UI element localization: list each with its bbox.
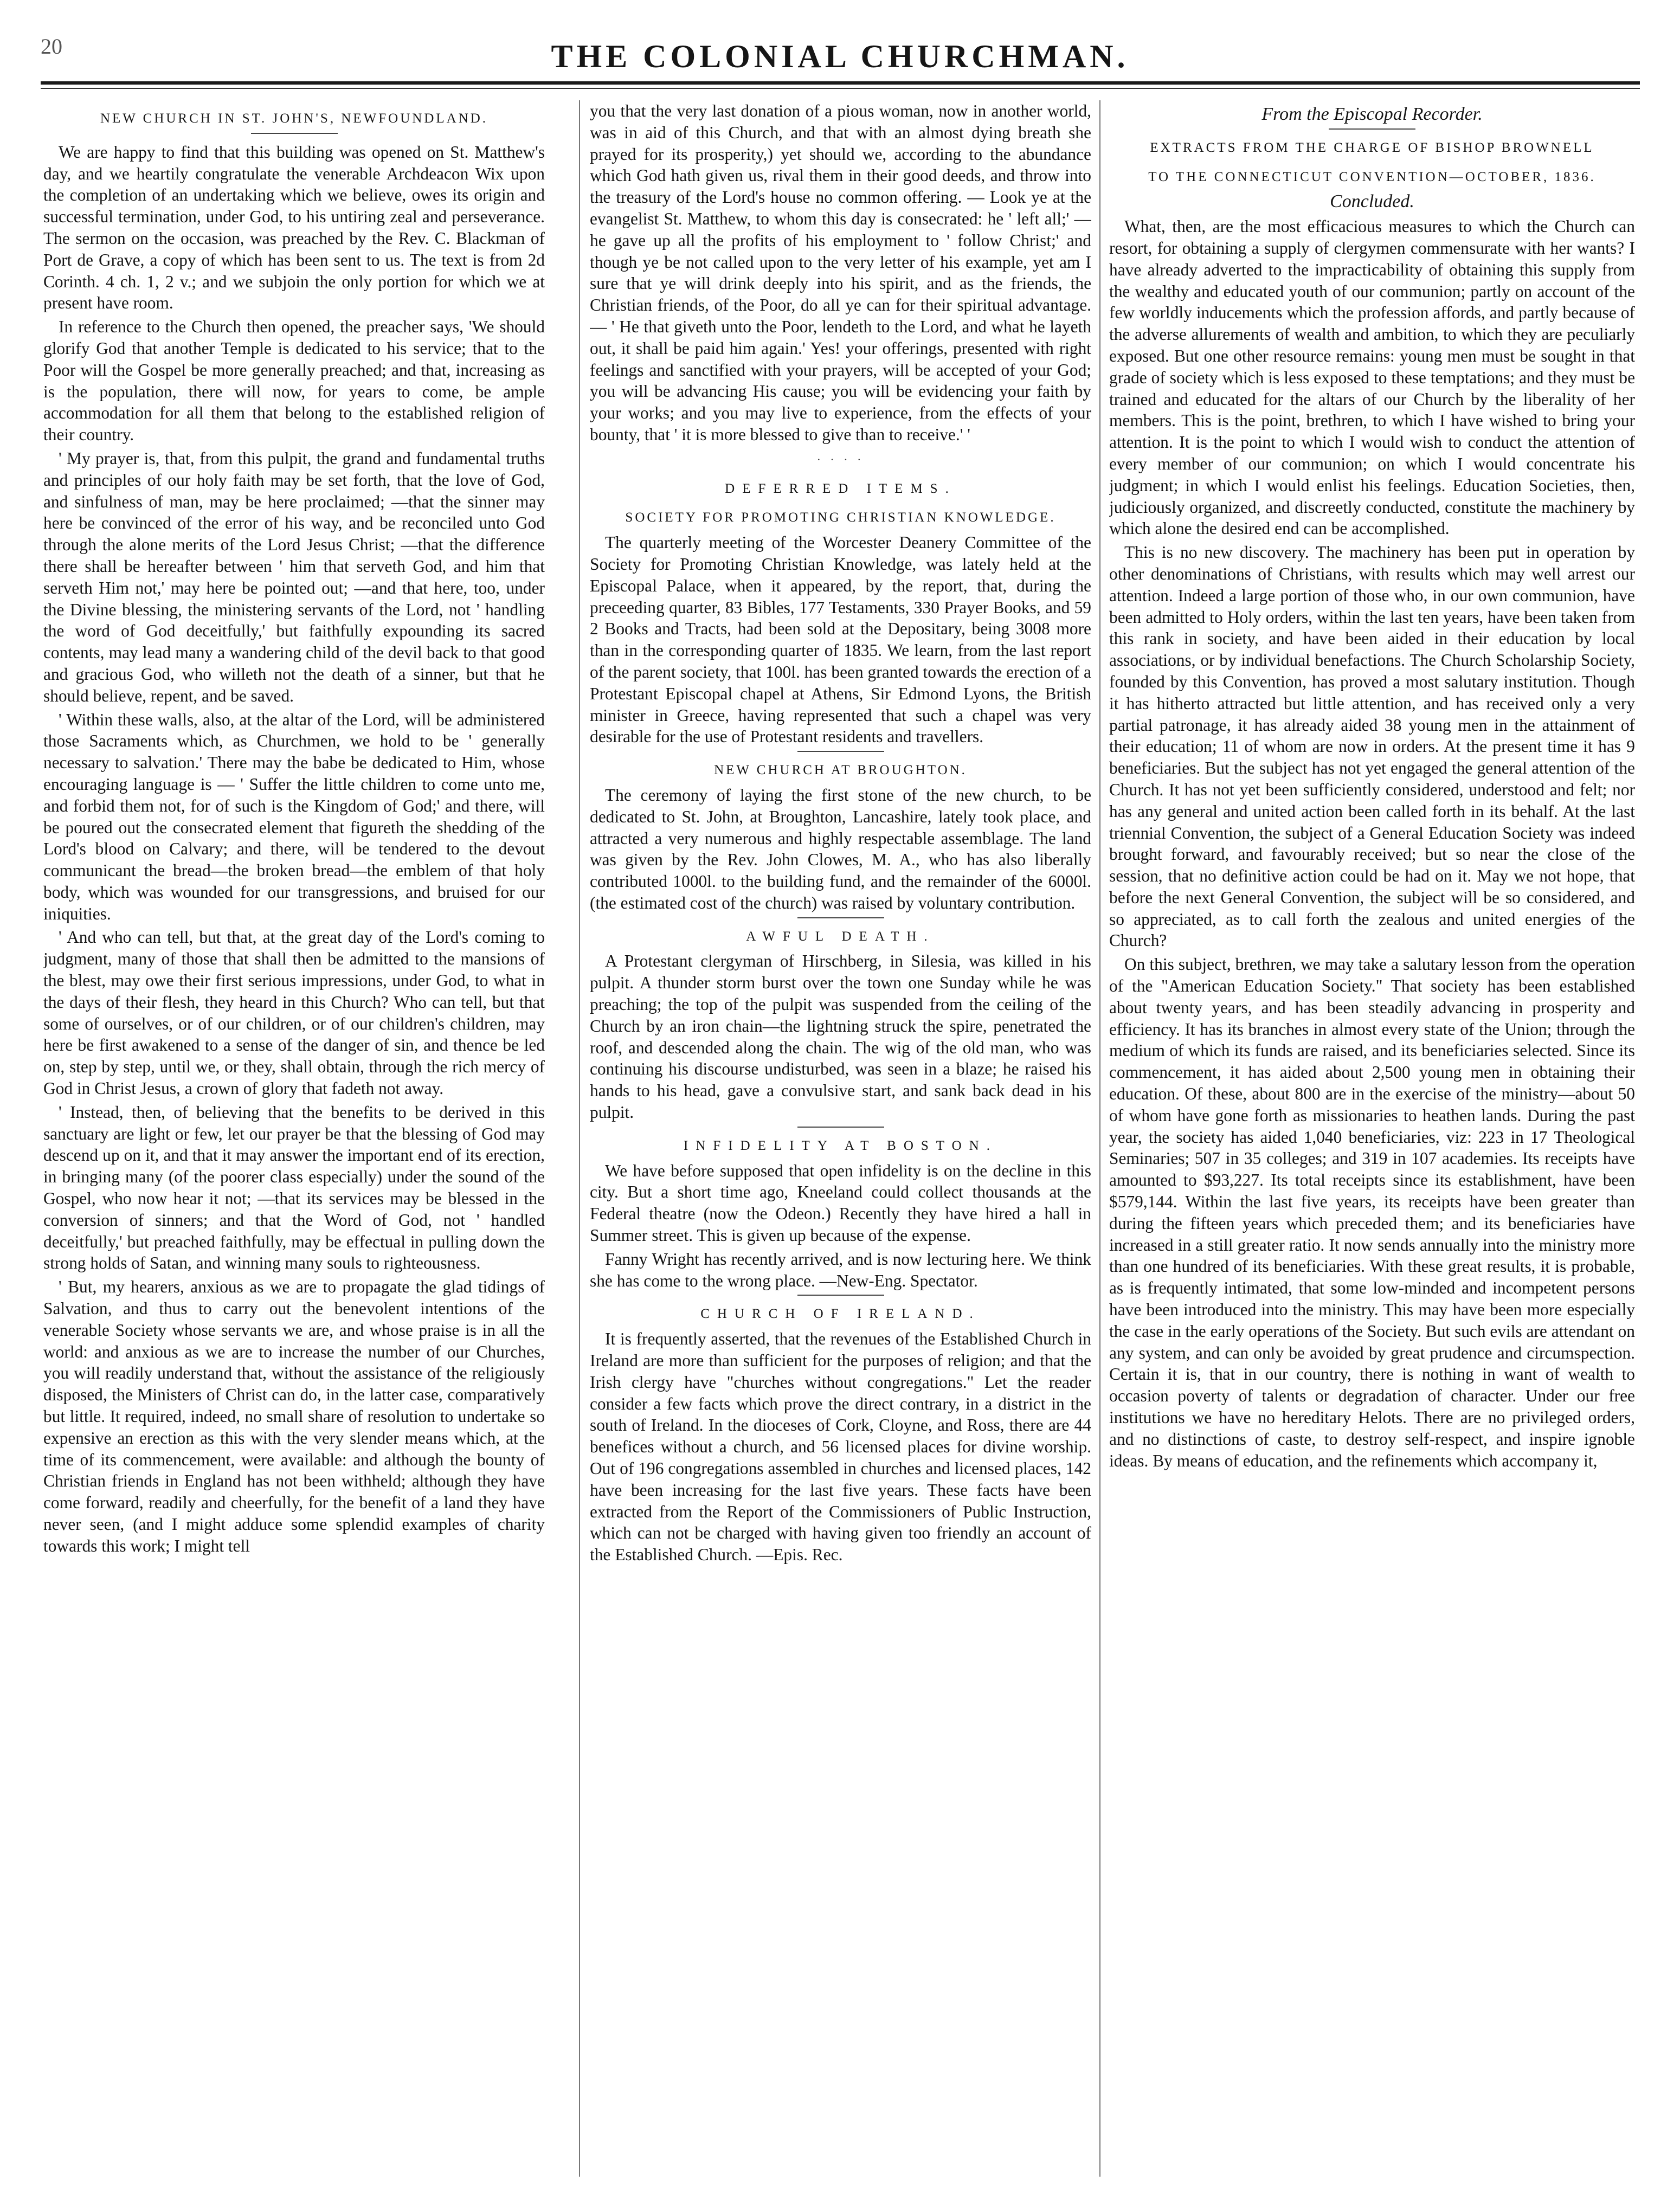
article-heading: NEW CHURCH AT BROUGHTON. <box>714 763 967 778</box>
source-line: From the Episcopal Recorder. <box>1261 104 1483 124</box>
article-paragraph: What, then, are the most efficacious measures to which the Church can resort, for obtaining a supply of clergymen commensurate with her wants? I have already adverted to the impracticability of obtaining this supply from the wealthy and educated youth of our communion; partly on account of the few worldly inducements which the profession affords, and partly because of the adverse allurements of wealth and ambition, to which they are peculiarly exposed. But one other resource remains: young men must be sought in that grade of society which is less exposed to these temptations; and they must be trained and educated for the altars of our Church by the liberality of her members. This is the point, brethren, to which I have wished to bring your attention. It is the point to which I would wish to conduct the attention of every member of our communion; on which I would concentrate his judgment; in which I would enlist his feelings. Education Societies, then, judiciously organized, and discreetly conducted, constitute the machinery by which alone the desired end can be accomplished. <box>1109 217 1635 538</box>
column-3 <box>1109 100 1635 2171</box>
separator <box>797 917 884 918</box>
separator <box>797 1295 884 1296</box>
column-divider <box>579 100 580 2177</box>
article-subheading: TO THE CONNECTICUT CONVENTION—OCTOBER, 1836. <box>1148 169 1596 184</box>
article-paragraph: Fanny Wright has recently arrived, and is now lecturing here. We think she has come to the wrong place. —New-Eng. Spectator. <box>590 1249 1091 1290</box>
separator: · · · · <box>816 452 865 466</box>
article-heading: SOCIETY FOR PROMOTING CHRISTIAN KNOWLEDGE. <box>625 510 1056 525</box>
article-heading: CHURCH OF IRELAND. <box>700 1307 981 1322</box>
article-paragraph: ' Instead, then, of believing that the benefits to be derived in this sanctuary are light or few, let our prayer be that the blessing of God may descend up on it, and that it may answer the important end of its erection, in bringing many (of the poorer class especially) under the sound of the Gospel, who now hear it not; —that its services may be blessed in the conversion of sinners; and that the Word of God, not ' handled deceitfully,' but preached faithfully, may be effectual in pulling down the strong holds of Satan, and winning many souls to righteousness. <box>43 1102 545 1273</box>
article-paragraph: The ceremony of laying the first stone of the new church, to be dedicated to St. John, at Broughton, Lancashire, lately took place, and attracted a very numerous and highly respectable assemblage. The land was given by the Rev. John Clowes, M. A., who has also liberally contributed 1000l. to the building fund, and the remainder of the 6000l. (the estimated cost of the church) was raised by voluntary contribution. <box>590 785 1091 912</box>
article-heading: NEW CHURCH IN ST. JOHN'S, NEWFOUNDLAND. <box>100 111 488 126</box>
concluded-label: Concluded. <box>1330 191 1414 212</box>
article-paragraph: ' My prayer is, that, from this pulpit, the grand and fundamental truths and principles of our holy faith may be set forth, that the love of God, and sinfulness of man, may be here proclaimed; —that the sinner may here be convinced of the error of his way, and be reconciled unto God through the alone merits of the Lord Jesus Christ; —that the difference there shall be hereafter between ' him that serveth God, and him that serveth Him not,' may here be pointed out; —and that here, too, under the Divine blessing, the ministering servants of the Lord, not ' handling the word of God deceitfully,' but faithfully expounding its sacred contents, may lead many a wandering child of the devil back to that good and gracious God, who willeth not the death of a sinner, but that he should believe, repent, and be saved. <box>43 448 545 705</box>
article-paragraph: We are happy to find that this building was opened on St. Matthew's day, and we heartily congratulate the venerable Archdeacon Wix upon the completion of an undertaking which we believe, owes its origin and successful termination, under God, to his untiring zeal and perseverance. The sermon on the occasion, was preached by the Rev. C. Blackman of Port de Grave, a copy of which has been sent to us. The text is from 2d Corinth. 4 ch. 1, 2 v.; and we subjoin the only portion for which we at present have room. <box>43 142 545 313</box>
separator <box>797 1127 884 1128</box>
column-divider <box>1099 100 1100 2177</box>
article-heading: INFIDELITY AT BOSTON. <box>684 1138 997 1153</box>
article-heading: AWFUL DEATH. <box>746 929 935 944</box>
separator <box>797 751 884 752</box>
column-2 <box>590 100 1091 2171</box>
article-paragraph: We have before supposed that open infidelity is on the decline in this city. But a short time ago, Kneeland could collect thousands at the Federal theatre (now the Odeon.) Recently they have hired a hall in Summer street. This is given up because of the expense. <box>590 1161 1091 1245</box>
article-paragraph: A Protestant clergyman of Hirschberg, in Silesia, was killed in his pulpit. A thunder storm burst over the town one Sunday while he was preaching; the top of the pulpit was suspended from the ceiling of the Church by an iron chain—the lightning struck the spire, penetrated the roof, and descended along the chain. The wig of the old man, who was continuing his discourse undisturbed, was seen in a blaze; he raised his hands to his head, gave a convulsive start, and sank back dead in his pulpit. <box>590 951 1091 1122</box>
section-heading: DEFERRED ITEMS. <box>725 481 956 496</box>
article-paragraph: It is frequently asserted, that the revenues of the Established Church in Ireland are more than sufficient for the purposes of religion; and that the Irish clergy have "churches without congregations." Let the reader consider a few facts which prove the direct contrary, in a district in the south of Ireland. In the dioceses of Cork, Cloyne, and Ross, there are 44 benefices without a church, and 56 licensed places for divine worship. Out of 196 congregations assembled in churches and licensed places, 142 have been increasing for the last five years. These facts have been extracted from the Report of the Commissioners of Public Instruction, which can not be charged with having given too friendly an account of the Established Church. —Epis. Rec. <box>590 1329 1091 1565</box>
article-paragraph: ' And who can tell, but that, at the great day of the Lord's coming to judgment, many of those that shall then be admitted to the mansions of the blest, may owe their first serious impressions, under God, to what in the days of their flesh, they heard in this Church? Who can tell, but that some of ourselves, or of our children, or of our children's children, may here be first awakened to a sense of the danger of sin, and thence be led on, step by step, until we, or they, shall obtain, through the rich mercy of God in Christ Jesus, a crown of glory that fadeth not away. <box>43 928 545 1098</box>
article-paragraph: ' But, my hearers, anxious as we are to propagate the glad tidings of Salvation, and thus to carry out the benevolent intentions of the venerable Society whose servants we are, and whose praise is in all the world: and anxious as we are to increase the number of our Churches, you will readily understand that, without the assistance of the religiously disposed, the Ministers of Christ can do, in the latter case, comparatively but little. It required, indeed, no small share of resolution to undertake so expensive an erection as this with the very slender means which, at the time of its commencement, were available: and although the bounty of Christian friends in England has not been withheld; although they have come forward, readily and cheerfully, for the benefit of a land they have never seen, (and I might adduce some splendid examples of charity towards this work; I might tell <box>43 1277 545 1555</box>
article-paragraph: In reference to the Church then opened, the preacher says, 'We should glorify God that another Temple is dedicated to his service; that to the Poor will the Gospel be more generally preached; and that, increasing as is the population, there will now, for years to come, be ample accommodation for all them that belong to the established religion of their country. <box>43 317 545 445</box>
article-paragraph: The quarterly meeting of the Worcester Deanery Committee of the Society for Promoting Christian Knowledge, was lately held at the Episcopal Palace, when it appeared, by the report, that, during the preceeding quarter, 83 Bibles, 177 Testaments, 330 Prayer Books, and 59 2 Books and Tracts, had been sold at the Depositary, being 3008 more than in the corresponding quarter of 1835. We learn, from the last report of the parent society, that 100l. has been granted towards the erection of a Protestant Episcopal chapel at Athens, Sir Edmond Lyons, the British minister in Greece, having represented that such a chapel was very desirable for the use of Protestant residents and travellers. <box>590 533 1091 747</box>
article-paragraph: This is no new discovery. The machinery has been put in operation by other denominations of Christians, with results which may well arrest our attention. Indeed a large portion of those who, in our own communion, have been admitted to Holy orders, within the last ten years, have been taken from this rank in society, and have been aided in their education by local associations, or by individual benefactions. The Church Scholarship Society, founded by this Convention, has proved a most salutary institution. Though it has hitherto attracted but little attention, and has received only a very partial patronage, it has already aided 38 young men in the attainment of their education; 11 of whom are now in orders. At the present time it has 9 beneficiaries. But the subject has not yet engaged the general attention of the Church. It has not yet been sufficiently considered, understood and felt; nor has any general and united action been called forth in its behalf. At the last triennial Convention, the subject of a General Education Society was indeed brought forward, and favourably received; but so near the close of the session, that no definitive action could be had on it. May we not hope, that before the next General Convention, the subject will be so considered, and so appreciated, as to call forth the zealous and united energies of the Church? <box>1109 543 1635 950</box>
heading-rule <box>251 133 338 134</box>
masthead-rule <box>41 81 1640 85</box>
column-1 <box>43 100 545 2171</box>
masthead-title: THE COLONIAL CHURCHMAN. <box>551 38 1129 74</box>
masthead-rule-thin <box>41 88 1640 89</box>
article-paragraph: On this subject, brethren, we may take a salutary lesson from the operation of the "American Education Society." That society has been established about twenty years, and has been steadily advancing in prosperity and efficiency. It has its branches in almost every state of the Union; through the medium of which its funds are raised, and its beneficiaries selected. Since its commencement, it has aided about 2,500 young men in obtaining their education. Of these, about 800 are in the exercise of the ministry—about 50 of whom have gone forth as missionaries to heathen lands. During the past year, the society has aided 1,040 beneficiaries, viz: 223 in 17 Theological Seminaries; 507 in 35 colleges; and 319 in 107 academies. Its receipts have amounted to $93,227. Its total receipts since its establishment, have been $579,144. Within the last five years, its receipts have been greater than during the fifteen years which preceded them; and its beneficiaries have increased in a still greater ratio. It now sends annually into the ministry more than one hundred of its beneficiaries. With these great results, it is probable, as is frequently intimated, that some low-minded and incompetent persons have been introduced into the ministry. This may have been more especially the case in the early operations of the Society. But such evils are attendant on any system, and can only be avoided by great prudence and circumspection. Certain it is, that in our country, there is nothing in want of wealth to occasion poverty of talents or degradation of character. Under our free institutions we have no hereditary Helots. There are no privileged orders, and no distinctions of caste, to destroy self-respect, and inspire ignoble ideas. By means of education, and the refinements which accompany it, <box>1109 955 1635 1470</box>
article-heading: EXTRACTS FROM THE CHARGE OF BISHOP BROWNELL <box>1150 140 1594 155</box>
heading-rule <box>1329 128 1415 130</box>
page-number: 20 <box>41 34 62 59</box>
article-paragraph: ' Within these walls, also, at the altar of the Lord, will be administered those Sacraments which, as Churchmen, we hold to be ' generally necessary to salvation.' There may the babe be dedicated to Him, whose encouraging language is — ' Suffer the little children to come unto me, and forbid them not, for of such is the Kingdom of God;' and there, will be poured out the consecrated element that figureth the shedding of the Lord's blood on Calvary; and there, will be tendered to the devout communicant the bread—the broken bread—the emblem of that holy body, which was wounded for our transgressions, and bruised for our iniquities. <box>43 710 545 923</box>
article-paragraph: you that the very last donation of a pious woman, now in another world, was in aid of this Church, and that with an almost dying breath she prayed for its prosperity,) yet should we, according to the abundance which God hath given us, rival them in their good deeds, and throw into the treasury of the Lord's house no common offering. — Look ye at the evangelist St. Matthew, to whom this day is consecrated: he ' left all;' — he gave up all the profits of his employment to ' follow Christ;' and though ye be not called upon to the very letter of his example, yet am I sure that ye will drink deeply into his spirit, and as the friends, the Christian friends, of the Poor, do all ye can for their spiritual advantage. — ' He that giveth unto the Poor, lendeth to the Lord, and what he layeth out, it shall be paid him again.' Yes! your offerings, presented with right feelings and sanctified with your prayers, will be accepted of your God; you will be advancing His cause; you will be evidencing your faith by your works; and you may live to experience, from the effects of your bounty, that ' it is more blessed to give than to receive.' ' <box>590 101 1091 444</box>
